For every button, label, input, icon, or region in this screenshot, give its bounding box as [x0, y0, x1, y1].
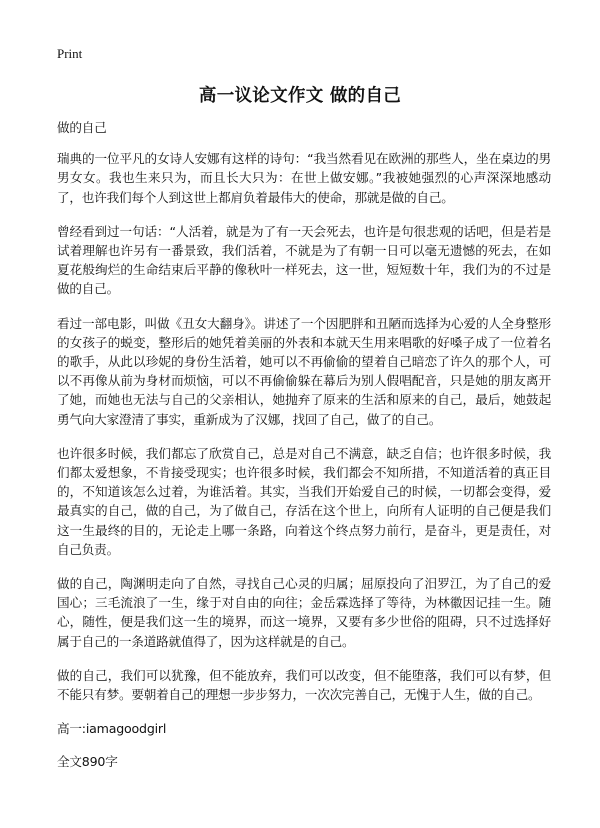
paragraph: 曾经看到过一句话：“人活着，就是为了有一天会死去，也许是句很悲观的话吧，但是若是试着理解也许另有一番景致，我们活着，不就是为了有朝一日可以毫无遗憾的死去，在如夏花般绚烂的生命结束后平静的像秋叶一样死去，这一世，短短数十年，我们为的不过是做的自己。 [57, 223, 551, 297]
article-title: 高一议论文作文 做的自己 [198, 86, 402, 106]
article-body [57, 118, 551, 772]
paragraph: 瑞典的一位平凡的女诗人安娜有这样的诗句：“我当然看见在欧洲的那些人，坐在桌边的男男女女。我也生来只为，而且长大只为：在世上做安娜。”我被她强烈的心声深深地感动了，也许我们每个人到这世上都肩负着最伟大的使命，那就是做的自己。 [57, 151, 551, 205]
word-count: 全文890字 [57, 754, 118, 770]
paragraph: 也许很多时候，我们都忘了欣赏自己，总是对自己不满意，缺乏自信；也许很多时候，我们都太爱想象，不肯接受现实；也许很多时候，我们都会不知所措，不知道活着的真正目的，不知道该怎么过着，为谁活着。其实，当我们开始爱自己的时候，一切都会变得，爱最真实的自己，做的自己，为了做自己，存活在这个世上，向所有人证明的自己便是我们这一生最终的目的，无论走上哪一条路，向着这个终点努力前行，是奋斗，更是责任，对自己负责。 [57, 445, 551, 557]
author-line: 高一:iamagoodgirl [57, 721, 167, 737]
paragraph: 做的自己，我们可以犹豫，但不能放弃，我们可以改变，但不能堕落，我们可以有梦，但不能只有梦。要朝着自己的理想一步步努力，一次次完善自己，无愧于人生，做的自己。 [57, 667, 551, 703]
paragraph: 看过一部电影，叫做《丑女大翻身》。讲述了一个因肥胖和丑陋而选择为心爱的人全身整形的女孩子的蜕变，整形后的她凭着美丽的外表和本就天生用来唱歌的好嗓子成了一位着名的歌手，从此以珍妮的身份生活着，她可以不再偷偷的望着自己暗恋了许久的那个人，可以不再像从前为身材而烦恼，可以不再偷偷躲在幕后为别人假唱配音，只是她的朋友离开了她，而她也无法与自己的父亲相认，她抛弃了原来的生活和原来的自己，最后，她鼓起勇气向大家澄清了事实，重新成为了汉娜，找回了自己，做了的自己。 [57, 315, 551, 427]
article-subhead: 做的自己 [57, 120, 107, 135]
paragraph: 做的自己，陶渊明走向了自然，寻找自己心灵的归属；屈原投向了汨罗江，为了自己的爱国心；三毛流浪了一生，缘于对自由的向往；金岳霖选择了等待，为林徽因记挂一生。随心，随性，便是我们这一生的境界，而这一境界，又要有多少世俗的阻碍，只不过选择好属于自己的一条道路就值得了，因为这样就是的自己。 [57, 576, 551, 649]
print-link[interactable]: Print [57, 46, 83, 61]
